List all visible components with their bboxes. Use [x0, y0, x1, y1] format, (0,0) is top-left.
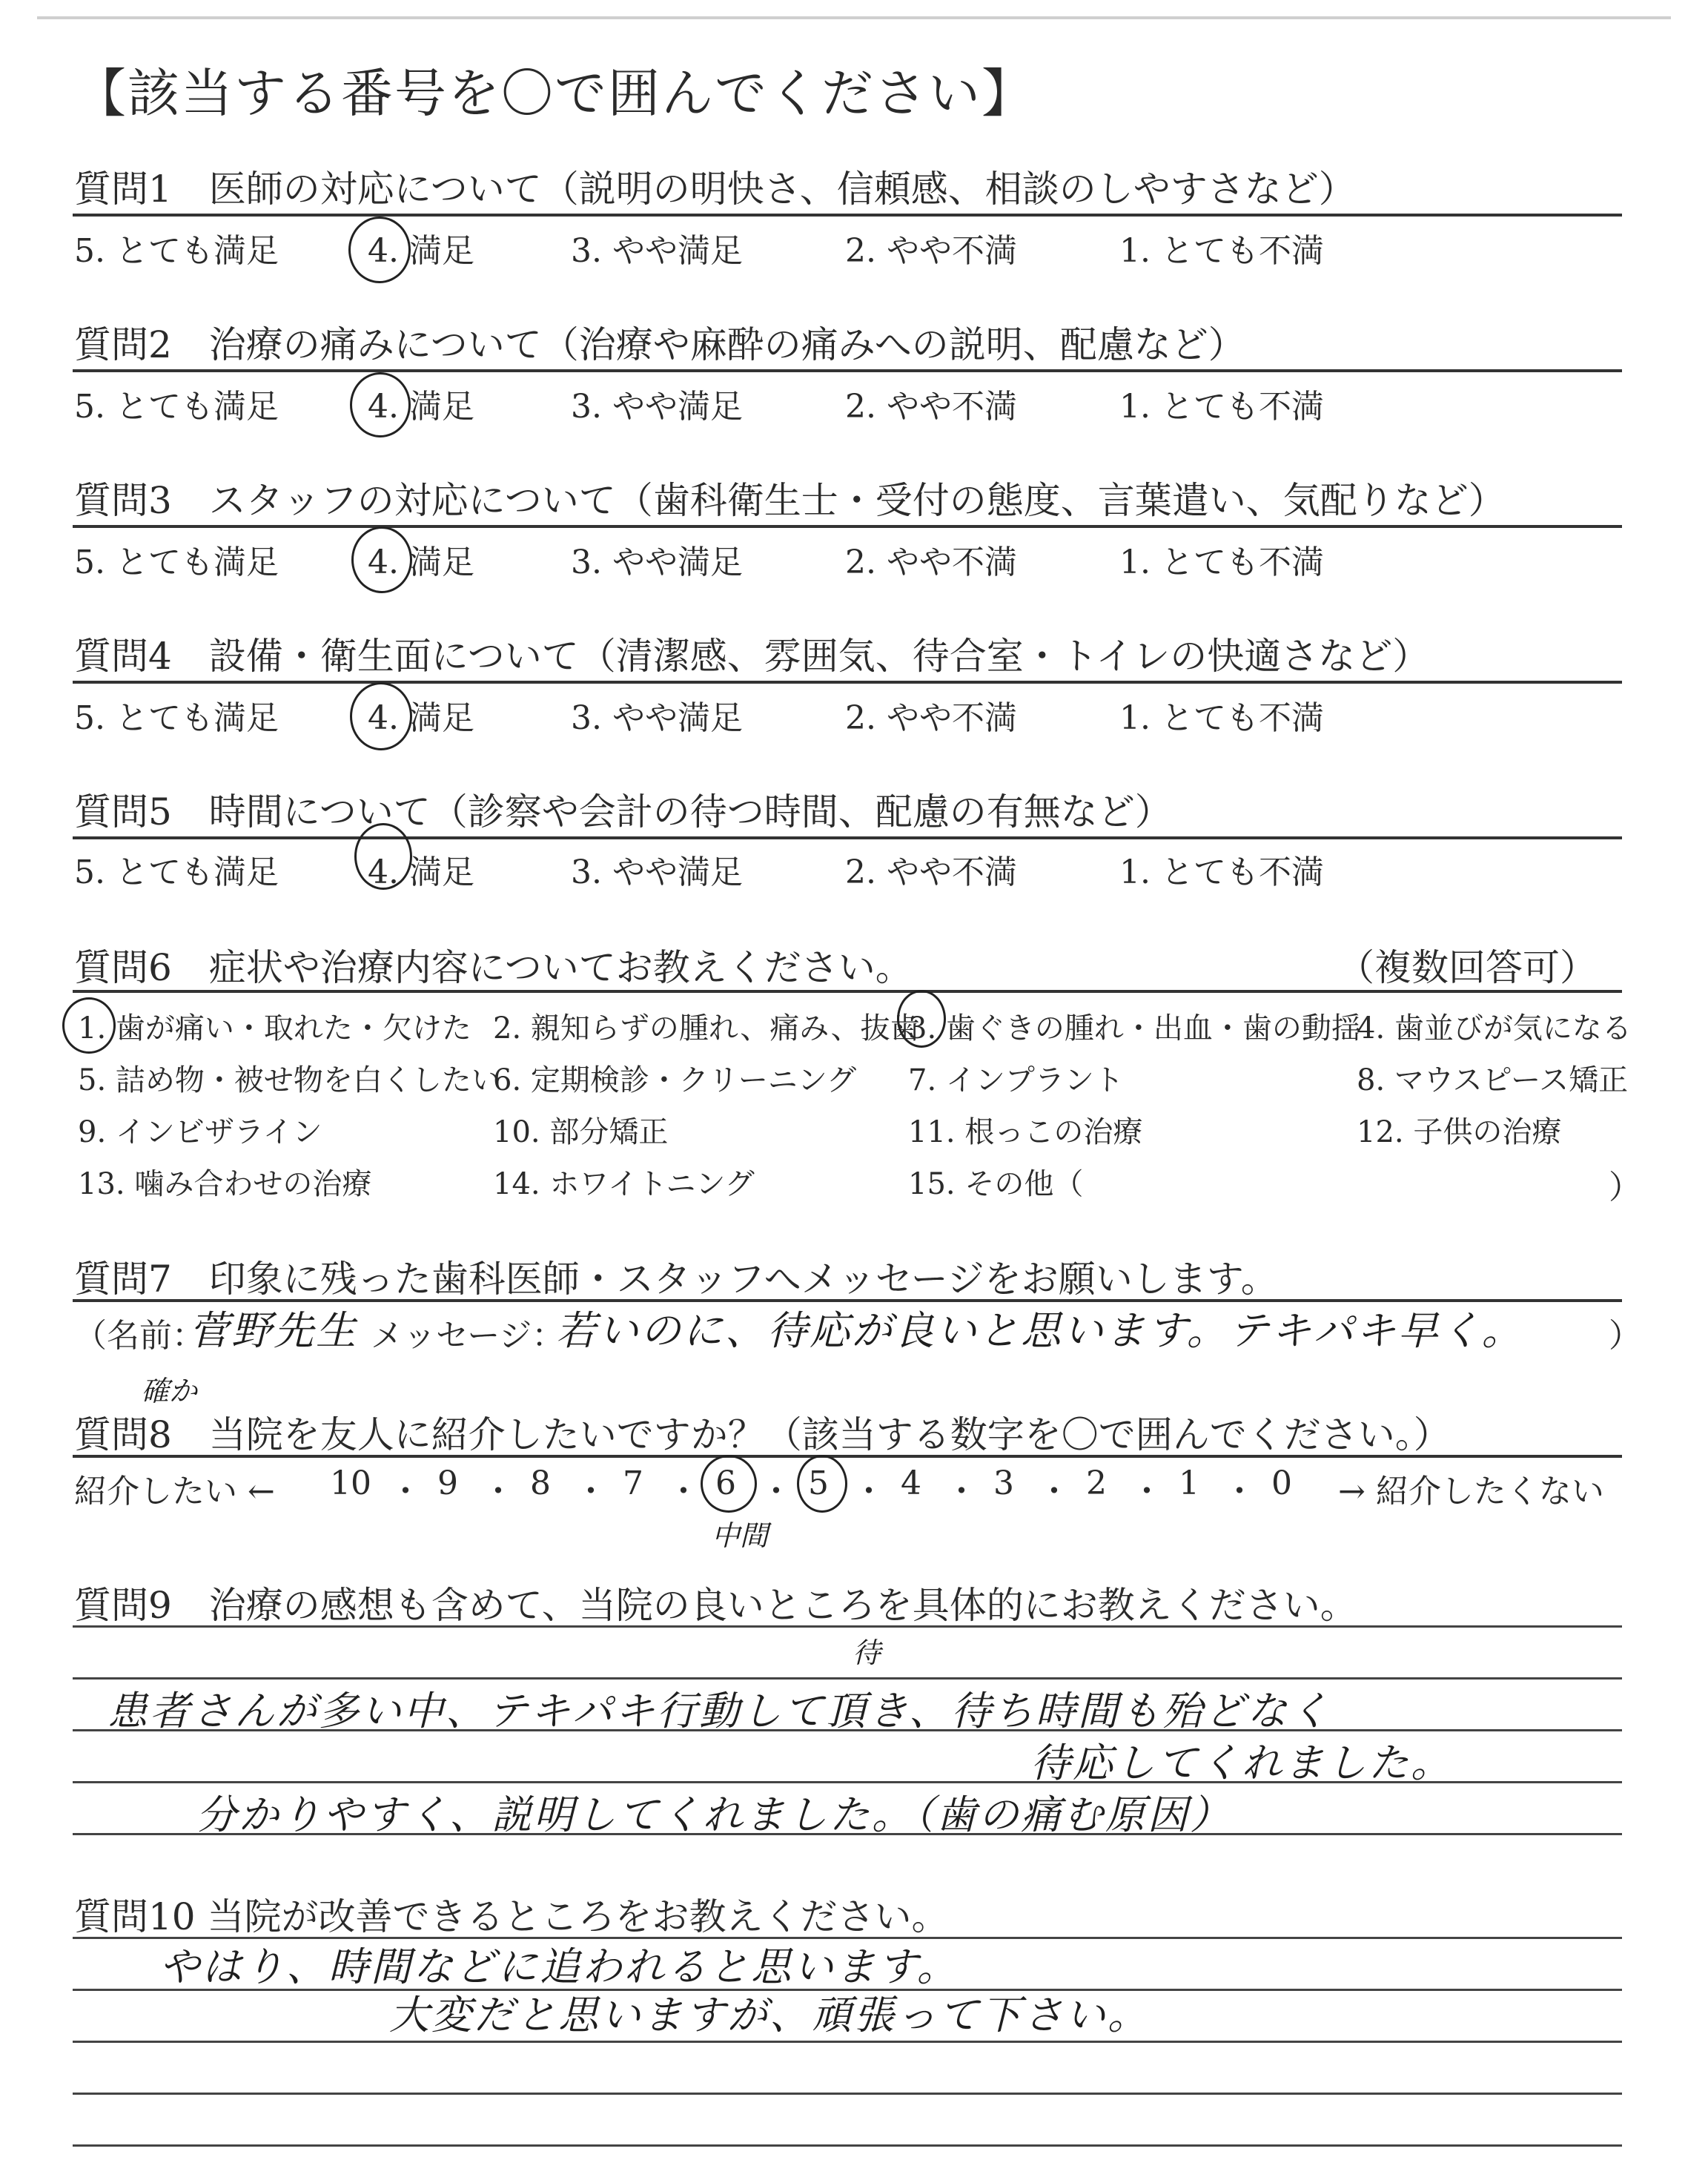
q5-option-2: 2. やや不満 [845, 853, 1017, 891]
top-border [37, 16, 1671, 19]
q5-option-3: 3. やや満足 [571, 853, 743, 891]
q6-option-1: 1. 歯が痛い・取れた・欠けた [78, 1011, 471, 1046]
question-9-title: 質問9 治療の感想も含めて、当院の良いところを具体的にお教えください。 [74, 1584, 1357, 1627]
q8-scale-4: 4 [901, 1464, 921, 1502]
q6-selection-circle-3 [897, 990, 946, 1048]
q2-option-1: 1. とても不満 [1119, 388, 1324, 426]
q6-option-10: 10. 部分矯正 [493, 1115, 669, 1149]
q8-dot: ・ [945, 1473, 978, 1510]
q10-line-5 [73, 2144, 1622, 2147]
q1-selection-circle [348, 217, 411, 283]
q8-scale-6: 6 [715, 1464, 736, 1502]
q1-option-2: 2. やや不満 [845, 232, 1017, 270]
q7-name-label: （名前： [74, 1317, 205, 1355]
q4-selection-circle [350, 682, 412, 750]
q3-option-4: 4. 満足 [368, 544, 474, 581]
question-5-rule [73, 836, 1622, 839]
q6-option-12: 12. 子供の治療 [1357, 1115, 1562, 1149]
question-4-rule [73, 681, 1622, 684]
q2-option-2: 2. やや不満 [845, 388, 1017, 426]
q8-scale-5: 5 [808, 1464, 829, 1502]
q6-option-7: 7. インプラント [908, 1063, 1124, 1097]
q7-message-value: 若いのに、待応が良いと思います。テキパキ早く。 [556, 1307, 1524, 1354]
q8-scale-0: 0 [1271, 1464, 1292, 1502]
q7-name-value: 菅野先生 [189, 1307, 358, 1354]
q8-scale-7: 7 [623, 1464, 643, 1502]
q6-option-15: 15. その他（ [908, 1167, 1084, 1201]
q8-scale-1: 1 [1179, 1464, 1199, 1502]
q6-option-4: 4. 歯並びが気になる [1357, 1011, 1632, 1046]
q3-option-2: 2. やや不満 [845, 544, 1017, 581]
q4-option-3: 3. やや満足 [571, 699, 743, 737]
q8-scale-8: 8 [530, 1464, 551, 1502]
q6-option-11: 11. 根っこの治療 [908, 1115, 1143, 1149]
question-10-title: 質問10 当院が改善できるところをお教えください。 [74, 1895, 949, 1938]
q1-option-4: 4. 満足 [368, 232, 474, 270]
question-4-title: 質問4 設備・衛生面について（清潔感、雰囲気、待合室・トイレの快適さなど） [74, 635, 1430, 678]
question-7-title: 質問7 印象に残った歯科医師・スタッフへメッセージをお願いします。 [74, 1258, 1278, 1301]
q3-selection-circle [351, 526, 412, 593]
q5-option-1: 1. とても不満 [1119, 853, 1324, 891]
q4-option-4: 4. 満足 [368, 699, 474, 737]
q3-option-5: 5. とても満足 [74, 544, 279, 581]
q1-option-1: 1. とても不満 [1119, 232, 1324, 270]
q6-option-9: 9. インビザライン [78, 1115, 322, 1149]
question-2-title: 質問2 治療の痛みについて（治療や麻酔の痛みへの説明、配慮など） [74, 323, 1245, 366]
question-1-title: 質問1 医師の対応について（説明の明快さ、信頼感、相談のしやすさなど） [74, 168, 1356, 211]
page-heading: 【該当する番号を〇で囲んでください】 [74, 63, 1035, 124]
q6-selection-circle-1 [62, 997, 116, 1054]
q6-option-8: 8. マウスピース矯正 [1357, 1063, 1629, 1097]
q5-option-4: 4. 満足 [368, 853, 474, 891]
q8-dot: ・ [389, 1473, 422, 1510]
question-8-rule [73, 1455, 1622, 1458]
q10-answer-line-1: やはり、時間などに追われると思います。 [159, 1943, 959, 1990]
q9-answer-line-3: 分かりやすく、説明してくれました。（歯の痛む原因） [196, 1791, 1232, 1838]
q2-option-3: 3. やや満足 [571, 388, 743, 426]
q10-line-3 [73, 2041, 1622, 2043]
q10-answer-line-2: 大変だと思いますが、頑張って下さい。 [389, 1992, 1150, 2038]
q9-correction: 待 [853, 1636, 881, 1669]
q8-dot: ・ [1038, 1473, 1070, 1510]
q8-dot: ・ [1223, 1473, 1256, 1510]
q6-option-5: 5. 詰め物・被せ物を白くしたい [78, 1063, 501, 1097]
question-6-rule [73, 990, 1622, 993]
q8-scale-2: 2 [1086, 1464, 1107, 1502]
q8-right-label: → 紹介したくない [1338, 1473, 1604, 1510]
q8-scale-3: 3 [993, 1464, 1014, 1502]
q8-dot: ・ [760, 1473, 792, 1510]
question-3-title: 質問3 スタッフの対応について（歯科衛生士・受付の態度、言葉遣い、気配りなど） [74, 479, 1506, 522]
q5-option-5: 5. とても満足 [74, 853, 279, 891]
q8-scale-9: 9 [437, 1464, 458, 1502]
q8-dot: ・ [575, 1473, 607, 1510]
q9-answer-line-2: 待応してくれました。 [1030, 1740, 1453, 1786]
q8-annotation: 中間 [712, 1519, 769, 1552]
q4-option-2: 2. やや不満 [845, 699, 1017, 737]
question-1-rule [73, 214, 1622, 217]
q8-left-label: 紹介したい ← [74, 1473, 275, 1510]
q8-selection-circle-5 [797, 1455, 847, 1513]
q3-option-3: 3. やや満足 [571, 544, 743, 581]
q2-option-4: 4. 満足 [368, 388, 474, 426]
q6-option-2: 2. 親知らずの腫れ、痛み、抜歯 [493, 1011, 920, 1046]
question-6-title: 質問6 症状や治療内容についてお教えください。 [74, 946, 913, 989]
q6-option-3: 3. 歯ぐきの腫れ・出血・歯の動揺 [908, 1011, 1361, 1046]
question-8-title: 質問8 当院を友人に紹介したいですか？（該当する数字を〇で囲んでください。） [74, 1413, 1451, 1456]
q7-close-paren: ） [1609, 1317, 1641, 1355]
q7-message-label: メッセージ： [371, 1317, 565, 1355]
q8-dot: ・ [667, 1473, 700, 1510]
q5-selection-circle [354, 823, 412, 890]
q9-line-1 [73, 1625, 1622, 1628]
q10-line-4 [73, 2093, 1622, 2095]
q4-option-1: 1. とても不満 [1119, 699, 1324, 737]
q8-scale-10: 10 [330, 1464, 371, 1502]
q3-option-1: 1. とても不満 [1119, 544, 1324, 581]
q6-option-13: 13. 噛み合わせの治療 [78, 1167, 372, 1201]
q8-dot: ・ [482, 1473, 514, 1510]
question-3-rule [73, 525, 1622, 528]
question-5-title: 質問5 時間について（診察や会計の待つ時間、配慮の有無など） [74, 790, 1172, 833]
q9-answer-line-1: 患者さんが多い中、テキパキ行動して頂き、待ち時間も殆どなく [107, 1688, 1331, 1734]
q1-option-3: 3. やや満足 [571, 232, 743, 270]
q1-option-5: 5. とても満足 [74, 232, 279, 270]
q4-option-5: 5. とても満足 [74, 699, 279, 737]
q2-option-5: 5. とても満足 [74, 388, 279, 426]
q2-selection-circle [350, 372, 411, 437]
q6-option-14: 14. ホワイトニング [493, 1167, 755, 1201]
q8-selection-circle-6 [701, 1455, 757, 1513]
q6-option-6: 6. 定期検診・クリーニング [493, 1063, 857, 1097]
question-6-note: （複数回答可） [1337, 946, 1597, 989]
q8-dot: ・ [853, 1473, 885, 1510]
q8-dot: ・ [1131, 1473, 1163, 1510]
q6-option-15-close: ） [1609, 1169, 1641, 1206]
q7-annotation: 確か [141, 1375, 198, 1407]
question-2-rule [73, 369, 1622, 372]
